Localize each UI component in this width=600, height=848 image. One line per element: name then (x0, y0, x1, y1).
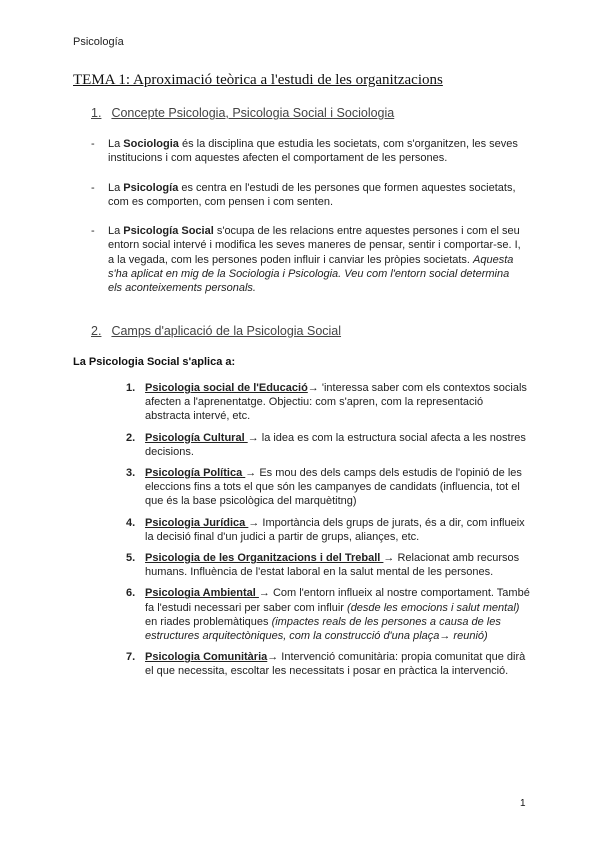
list-item (126, 586, 531, 643)
term: Psicología (123, 181, 179, 194)
item-number: 2. (126, 431, 136, 444)
bullet-dash: - (91, 181, 95, 194)
item-number: 6. (126, 587, 136, 600)
item-text: → Intervenció comunitària: propia comunitat que dirà el que necessita, escoltar les necessitats i posar en pràctica la intervenció. (145, 651, 526, 678)
item-text: és la disciplina que estudia les societats, com s'organitzen, les seves institucions i com aquestes afecten el comportament de les persones. (108, 138, 518, 165)
item-text: en riades problemàtiques (145, 615, 272, 628)
item-text: → Importància dels grups de jurats, és a dir, com influeix la decisió final d'un judici a partir de grups, aliançes, etc. (145, 516, 525, 543)
item-text: → Relacionat amb recursos humans. Influència de l'estat laboral en la salut mental de les persones. (145, 552, 520, 579)
section-heading-2 (91, 324, 341, 338)
italic-note: (impactes reals de les persones a causa de les estructures arquitectòniques, com la construcció d'una plaça→ reunió) (145, 615, 501, 643)
field-name: Psicologia Ambiental (145, 587, 259, 600)
term: Sociologia (123, 138, 179, 150)
field-name: Psicologia Comunitària (145, 651, 268, 664)
section-title: Camps d'aplicació de la Psicologia Social (111, 324, 342, 338)
field-name: Psicología Política (145, 467, 246, 480)
section-number: 1. (91, 106, 102, 120)
list-item (126, 431, 531, 459)
list-item (91, 137, 521, 166)
list-item (126, 466, 531, 509)
list-item (126, 516, 531, 544)
field-name: Psicología Cultural (145, 431, 248, 444)
list-item (126, 381, 531, 424)
list-item (91, 181, 521, 210)
item-text: → la idea es com la estructura social afecta a les nostres decisions. (145, 431, 526, 458)
section-number: 2. (91, 324, 102, 338)
item-text: La (108, 225, 124, 238)
list-item (126, 551, 531, 579)
term: Psicología Social (123, 225, 214, 238)
list-item (91, 224, 521, 295)
item-text: es centra en l'estudi de les persones que formen aquestes societats, com es comporten, com pensen i com senten. (108, 181, 516, 208)
item-text: La (108, 138, 124, 150)
item-number: 1. (126, 382, 136, 394)
item-text: → 'interessa saber com els contextos socials afecten a l'aprenentatge. Objectiu: com s'apren, com la representació abstracta intervé, etc. (145, 382, 527, 423)
bullet-dash: - (91, 225, 95, 238)
page-number: 1 (520, 798, 526, 809)
page-header: Psicología (73, 36, 124, 48)
section-heading-1 (91, 106, 394, 120)
list-item (126, 650, 531, 678)
item-number: 5. (126, 552, 136, 565)
fields-list (126, 381, 531, 686)
item-text: → Es mou des dels camps dels estudis de l'opinió de les eleccions fins a tots el que són les campanyes de candidats (influencia, tot el que és la base psicològica del marquètitng) (145, 467, 522, 508)
item-number: 4. (126, 516, 136, 529)
intro-text: La Psicologia Social s'aplica a: (73, 356, 236, 368)
item-text: s'ocupa de les relacions entre aquestes persones i com el seu entorn social intervé i modifica les seves maneres de pensar, sentir i comportar-se. I, a la vegada, com les persones poden influir i canviar les pròpies societats. (108, 225, 521, 266)
bullet-dash: - (91, 138, 95, 150)
italic-note: (desde les emocions i salut mental) (347, 601, 520, 614)
item-number: 3. (126, 467, 136, 480)
section-title: Concepte Psicologia, Psicologia Social i Sociologia (111, 106, 395, 120)
italic-note: Aquesta s'ha aplicat en mig de la Sociologia i Psicologia. Veu com l'entorn social determina els aconteixements personals. (108, 253, 514, 295)
field-name: Psicologia Jurídica (145, 516, 249, 529)
item-text: → Com l'entorn influeix al nostre comportament. També fa l'estudi necessari per saber com influir (145, 587, 530, 614)
item-text: La (108, 181, 124, 194)
field-name: Psicologia de les Organitzacions i del Treball (145, 552, 384, 565)
item-number: 7. (126, 651, 136, 664)
field-name: Psicologia social de l'Educació (145, 382, 308, 394)
definitions-list (91, 137, 521, 296)
document-title: TEMA 1: Aproximació teòrica a l'estudi de les organitzacions (73, 72, 443, 88)
